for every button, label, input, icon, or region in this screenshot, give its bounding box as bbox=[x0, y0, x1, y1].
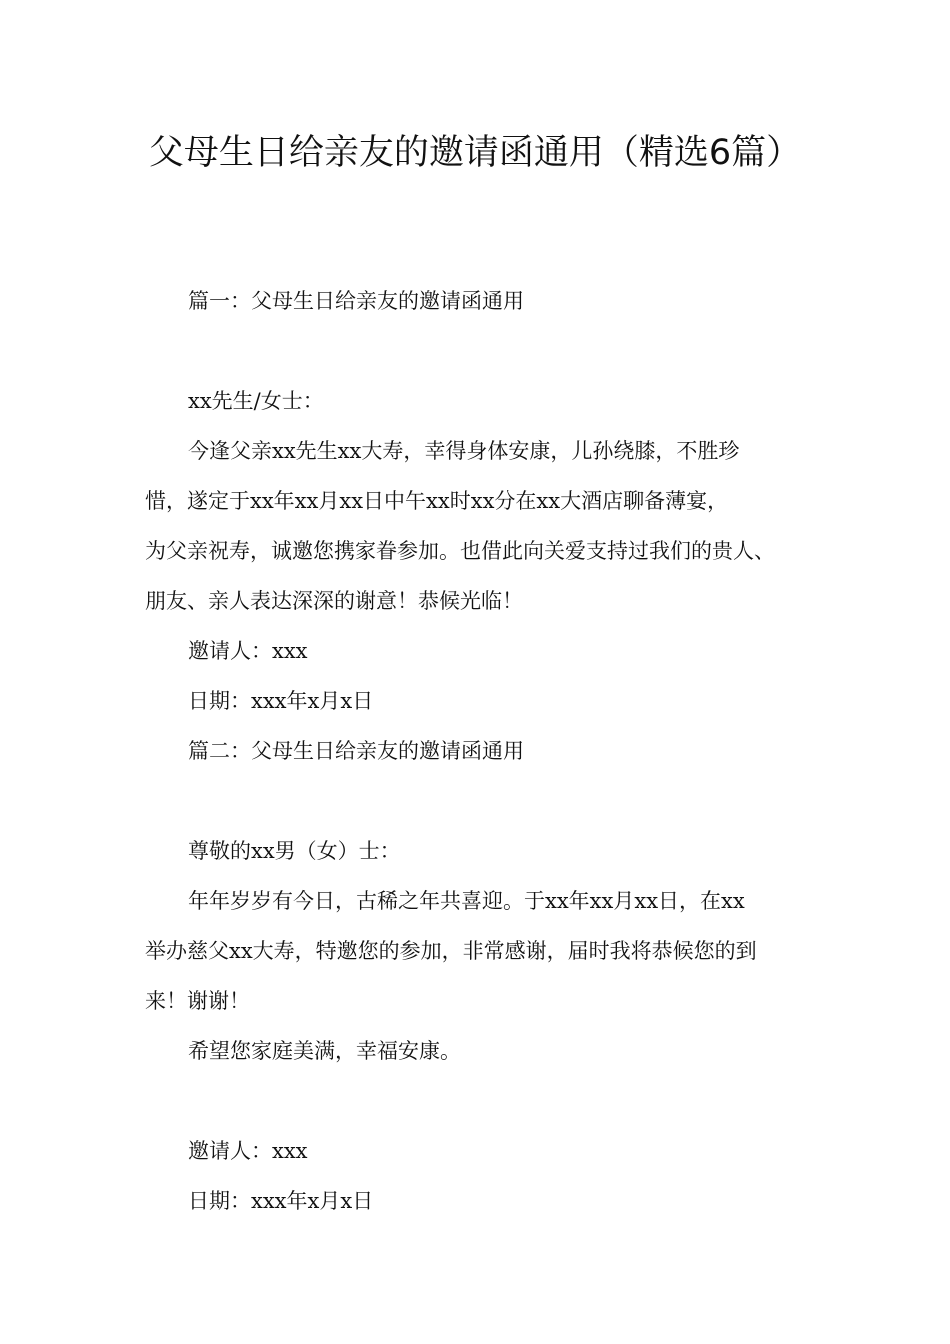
section-1-body-line: 今逢父亲xx先生xx大寿，幸得身体安康，儿孙绕膝，不胜珍 bbox=[188, 439, 740, 463]
section-2-body-line: 年年岁岁有今日，古稀之年共喜迎。于xx年xx月xx日，在xx bbox=[188, 889, 745, 913]
document-title: 父母生日给亲友的邀请函通用（精选6篇） bbox=[148, 133, 802, 173]
section-2-body-line: 来！谢谢！ bbox=[145, 989, 250, 1013]
section-1-body-line: 为父亲祝寿，诚邀您携家眷参加。也借此向关爱支持过我们的贵人、 bbox=[145, 539, 775, 563]
section-2-wish: 希望您家庭美满，幸福安康。 bbox=[188, 1039, 461, 1063]
section-1-date: 日期：xxx年x月x日 bbox=[188, 689, 374, 713]
section-1-salutation: xx先生/女士： bbox=[188, 389, 324, 413]
section-2-inviter: 邀请人：xxx bbox=[188, 1139, 308, 1163]
section-1-body-line: 朋友、亲人表达深深的谢意！恭候光临！ bbox=[145, 589, 523, 613]
section-2-heading: 篇二：父母生日给亲友的邀请函通用 bbox=[188, 739, 524, 763]
section-1-body-line: 惜，遂定于xx年xx月xx日中午xx时xx分在xx大酒店聊备薄宴， bbox=[145, 489, 729, 513]
section-2-salutation: 尊敬的xx男（女）士： bbox=[188, 839, 401, 863]
section-2-date: 日期：xxx年x月x日 bbox=[188, 1189, 374, 1213]
section-1-inviter: 邀请人：xxx bbox=[188, 639, 308, 663]
section-1-heading: 篇一：父母生日给亲友的邀请函通用 bbox=[188, 289, 524, 313]
section-2-body-line: 举办慈父xx大寿，特邀您的参加，非常感谢，届时我将恭候您的到 bbox=[145, 939, 757, 963]
